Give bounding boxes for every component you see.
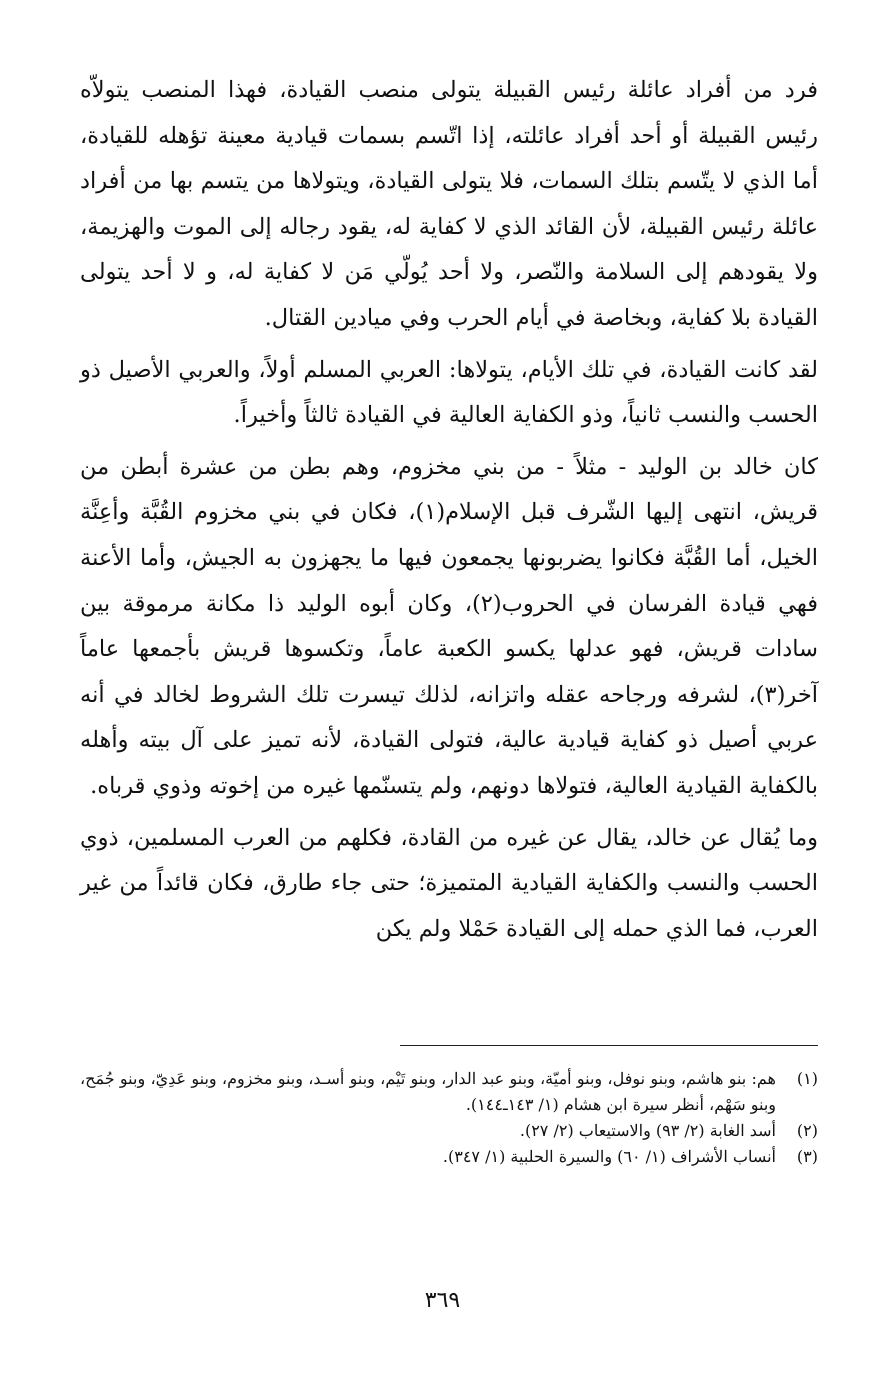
footnote-text: أنساب الأشراف (١/ ٦٠) والسيرة الحلبية (١/ ٣٤٧).: [442, 1147, 776, 1166]
paragraph: لقد كانت القيادة، في تلك الأيام، يتولاها: العربي المسلم أولاً، والعربي الأصيل ذو الحسب والنسب ثانياً، وذو الكفاية العالية في القيادة ثالثاً وأخيراً.: [80, 356, 818, 429]
footnote: [80, 1118, 818, 1144]
footnote: [80, 1066, 818, 1118]
paragraph: كان خالد بن الوليد - مثلاً - من بني مخزوم، وهم بطن من عشرة أبطن من قريش، انتهى إليها الشّرف قبل الإسلام(١)، فكان في بني مخزوم القُبَّة وأعِنَّة الخيل، أما القُبَّة فكانوا يضربونها يجمعون فيها ما يجهزون به الجيش، وأما الأعنة فهي قيادة الفرسان في الحروب(٢)، وكان أبوه الوليد ذا مكانة مرموقة بين سادات قريش، فهو عدلها يكسو الكعبة عاماً، وتكسوها قريش بأجمعها عاماً آخر(٣)، لشرفه ورجاحه عقله واتزانه، لذلك تيسرت تلك الشروط لخالد في أنه عربي أصيل ذو كفاية قيادية عالية، فتولى القيادة، لأنه تميز على آل بيته وأهله بالكفاية القيادية العالية، فتولاها دونهم، ولم يتسنّمها غيره من إخوته وذوي قرباه.: [80, 453, 818, 799]
footnote-divider: [400, 1045, 818, 1046]
footnote-number: (٣): [796, 1147, 818, 1166]
main-text: [80, 68, 818, 958]
page-number: ٣٦٩: [424, 1288, 461, 1313]
paragraph: فرد من أفراد عائلة رئيس القبيلة يتولى منصب القيادة، فهذا المنصب يتولاّه رئيس القبيلة أو أحد أفراد عائلته، إذا اتّسم بسمات قيادية معينة تؤهله للقيادة، أما الذي لا يتّسم بتلك السمات، فلا يتولى القيادة، ويتولاها من يتسم بها من أفراد عائلة رئيس القبيلة، لأن القائد الذي لا كفاية له، يقود رجاله إلى الموت والهزيمة، ولا يقودهم إلى السلامة والنّصر، ولا أحد يُولّي مَن لا كفاية له، و لا أحد يتولى القيادة بلا كفاية، وبخاصة في أيام الحرب وفي ميادين القتال.: [80, 77, 818, 331]
footnote: [80, 1144, 818, 1170]
footnote-text: هم: بنو هاشم، وبنو نوفل، وبنو أميّة، وبنو عبد الدار، وبنو تَيْم، وبنو أسـد، وبنو مخزوم، وبنو عَدِيّ، وبنو جُمَح، وبنو سَهْم، أنظر سيرة ابن هشام (١/ ١٤٣ـ١٤٤).: [80, 1069, 776, 1114]
paragraph: وما يُقال عن خالد، يقال عن غيره من القادة، فكلهم من العرب المسلمين، ذوي الحسب والنسب والكفاية القيادية المتميزة؛ حتى جاء طارق، فكان قائداً من غير العرب، فما الذي حمله إلى القيادة حَمْلا ولم يكن: [80, 824, 818, 942]
footnotes: [80, 1066, 818, 1170]
footnote-text: أسد الغابة (٢/ ٩٣) والاستيعاب (٢/ ٢٧).: [519, 1121, 776, 1140]
footnote-number: (٢): [796, 1121, 818, 1140]
footnote-number: (١): [796, 1069, 818, 1088]
